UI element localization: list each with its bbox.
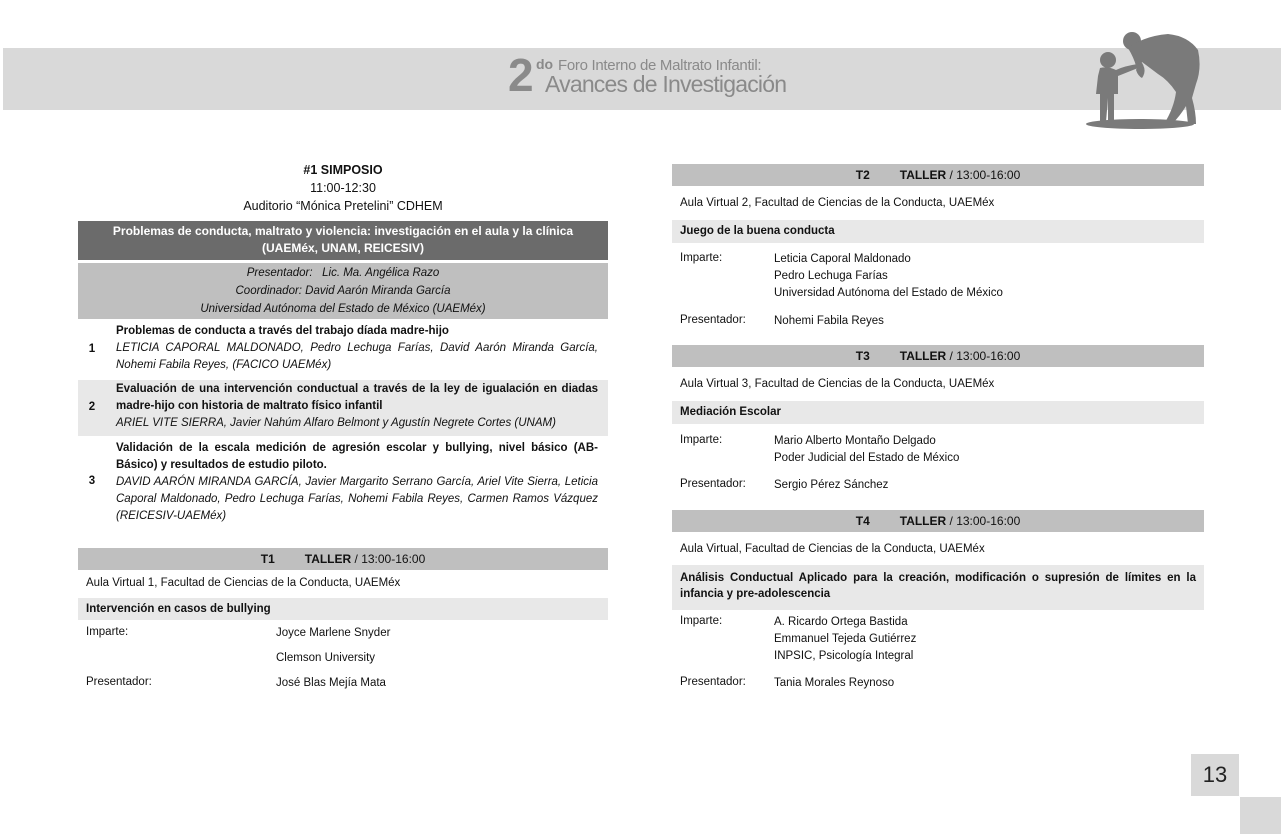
mother-child-silhouette-icon <box>1084 28 1204 132</box>
taller-kind: TALLER <box>304 552 352 566</box>
simposio-theme-line2: (UAEMéx, UNAM, REICESIV) <box>261 241 425 255</box>
presentador-name: José Blas Mejía Mata <box>276 677 386 689</box>
simposio-institution: Universidad Autónoma del Estado de México (UAEMéx) <box>200 303 486 315</box>
taller-place: Aula Virtual 2, Facultad de Ciencias de la Conducta, UAEMéx <box>680 197 995 209</box>
taller-code: T1 <box>260 552 275 566</box>
paper-body <box>116 381 598 432</box>
presentador-label: Presentador: <box>680 676 746 688</box>
paper-row <box>78 322 608 378</box>
taller-code: T2 <box>855 168 870 182</box>
taller-title: Intervención en casos de bullying <box>78 598 608 620</box>
page-number: 13 <box>1191 754 1239 796</box>
simposio-theme-line1: Problemas de conducta, maltrato y violencia: investigación en el aula y la clínica <box>112 224 574 238</box>
paper-authors: ARIEL VITE SIERRA, Javier Nahúm Alfaro Belmont y Agustín Negrete Cortes (UNAM) <box>116 417 556 429</box>
simposio-meta-box <box>78 263 608 319</box>
imparte-name: Mario Alberto Montaño Delgado <box>774 435 936 447</box>
taller-t1-bar <box>78 548 608 570</box>
page-corner-block <box>1240 797 1281 834</box>
taller-place: Aula Virtual 3, Facultad de Ciencias de la Conducta, UAEMéx <box>680 378 995 390</box>
simposio-time: 11:00-12:30 <box>310 181 376 195</box>
imparte-name: Pedro Lechuga Farías <box>774 270 888 282</box>
taller-kind: TALLER <box>899 349 947 363</box>
imparte-name: Emmanuel Tejeda Gutiérrez <box>774 633 917 645</box>
simposio-theme-box <box>78 221 608 260</box>
paper-number: 2 <box>88 401 96 413</box>
presentador-name: Sergio Pérez Sánchez <box>774 479 889 491</box>
imparte-label: Imparte: <box>680 252 723 264</box>
taller-title: Análisis Conductual Aplicado para la creación, modificación o supresión de límites en la infancia y pre-adolescencia <box>672 565 1204 610</box>
taller-place: Aula Virtual 1, Facultad de Ciencias de la Conducta, UAEMéx <box>86 577 401 589</box>
taller-place: Aula Virtual, Facultad de Ciencias de la Conducta, UAEMéx <box>680 543 985 555</box>
forum-title-line2: Avances de Investigación <box>545 71 787 97</box>
imparte-institution: INPSIC, Psicología Integral <box>774 650 914 662</box>
taller-title: Juego de la buena conducta <box>672 220 1204 243</box>
taller-time: / 13:00-16:00 <box>949 514 1021 528</box>
taller-time: / 13:00-16:00 <box>354 552 426 566</box>
taller-kind: TALLER <box>899 514 947 528</box>
simposio-place: Auditorio “Mónica Pretelini” CDHEM <box>243 199 443 213</box>
taller-t4-bar <box>672 510 1204 532</box>
paper-number: 3 <box>88 475 96 487</box>
forum-title-line1: Foro Interno de Maltrato Infantil: <box>558 57 762 74</box>
presentador-label: Presentador: <box>680 314 746 326</box>
imparte-name: Joyce Marlene Snyder <box>276 627 391 639</box>
paper-authors: LETICIA CAPORAL MALDONADO, Pedro Lechuga Farías, David Aarón Miranda García, Nohemi Fabila Reyes, (FACICO UAEMéx) <box>116 342 598 371</box>
paper-title: Evaluación de una intervención conductual a través de la ley de igualación en diadas madre-hijo con historia de maltrato físico infantil <box>116 383 598 412</box>
presentador-label: Presentador: <box>86 676 152 688</box>
taller-code: T4 <box>855 514 870 528</box>
imparte-name: A. Ricardo Ortega Bastida <box>774 616 908 628</box>
paper-body <box>116 440 598 525</box>
presentador-label: Presentador: <box>680 478 746 490</box>
paper-title: Problemas de conducta a través del trabajo díada madre-hijo <box>116 325 449 337</box>
imparte-institution: Poder Judicial del Estado de México <box>774 452 960 464</box>
imparte-label: Imparte: <box>86 626 129 638</box>
imparte-name: Leticia Caporal Maldonado <box>774 253 911 265</box>
paper-title: Validación de la escala medición de agresión escolar y bullying, nivel básico (AB-Básico) y resultados de estudio piloto. <box>116 442 598 471</box>
imparte-label: Imparte: <box>680 434 723 446</box>
simposio-title: #1 SIMPOSIO <box>303 163 383 177</box>
taller-kind: TALLER <box>899 168 947 182</box>
taller-code: T3 <box>855 349 870 363</box>
imparte-institution: Clemson University <box>276 652 376 664</box>
taller-t3-bar <box>672 345 1204 367</box>
simposio-presenter: Presentador: Lic. Ma. Angélica Razo <box>246 267 440 279</box>
forum-edition-number: 2 <box>508 49 534 101</box>
presentador-name: Tania Morales Reynoso <box>774 677 895 689</box>
taller-title: Mediación Escolar <box>672 401 1204 424</box>
paper-number: 1 <box>88 343 96 355</box>
simposio-coordinator: Coordinador: David Aarón Miranda García <box>235 285 451 297</box>
forum-edition-suffix: do <box>536 56 554 72</box>
presentador-name: Nohemi Fabila Reyes <box>774 315 884 327</box>
paper-row <box>78 439 608 529</box>
imparte-institution: Universidad Autónoma del Estado de México <box>774 287 1003 299</box>
taller-time: / 13:00-16:00 <box>949 349 1021 363</box>
taller-t2-bar <box>672 164 1204 186</box>
imparte-label: Imparte: <box>680 615 723 627</box>
paper-body <box>116 323 598 374</box>
paper-authors: DAVID AARÓN MIRANDA GARCÍA, Javier Margarito Serrano García, Ariel Vite Sierra, Leticia Caporal Maldonado, Pedro Lechuga Farías, Nohemi Fabila Reyes, Carmen Ramos Vázquez (REICESIV-UAEMéx) <box>116 476 598 522</box>
paper-row <box>78 380 608 436</box>
taller-time: / 13:00-16:00 <box>949 168 1021 182</box>
